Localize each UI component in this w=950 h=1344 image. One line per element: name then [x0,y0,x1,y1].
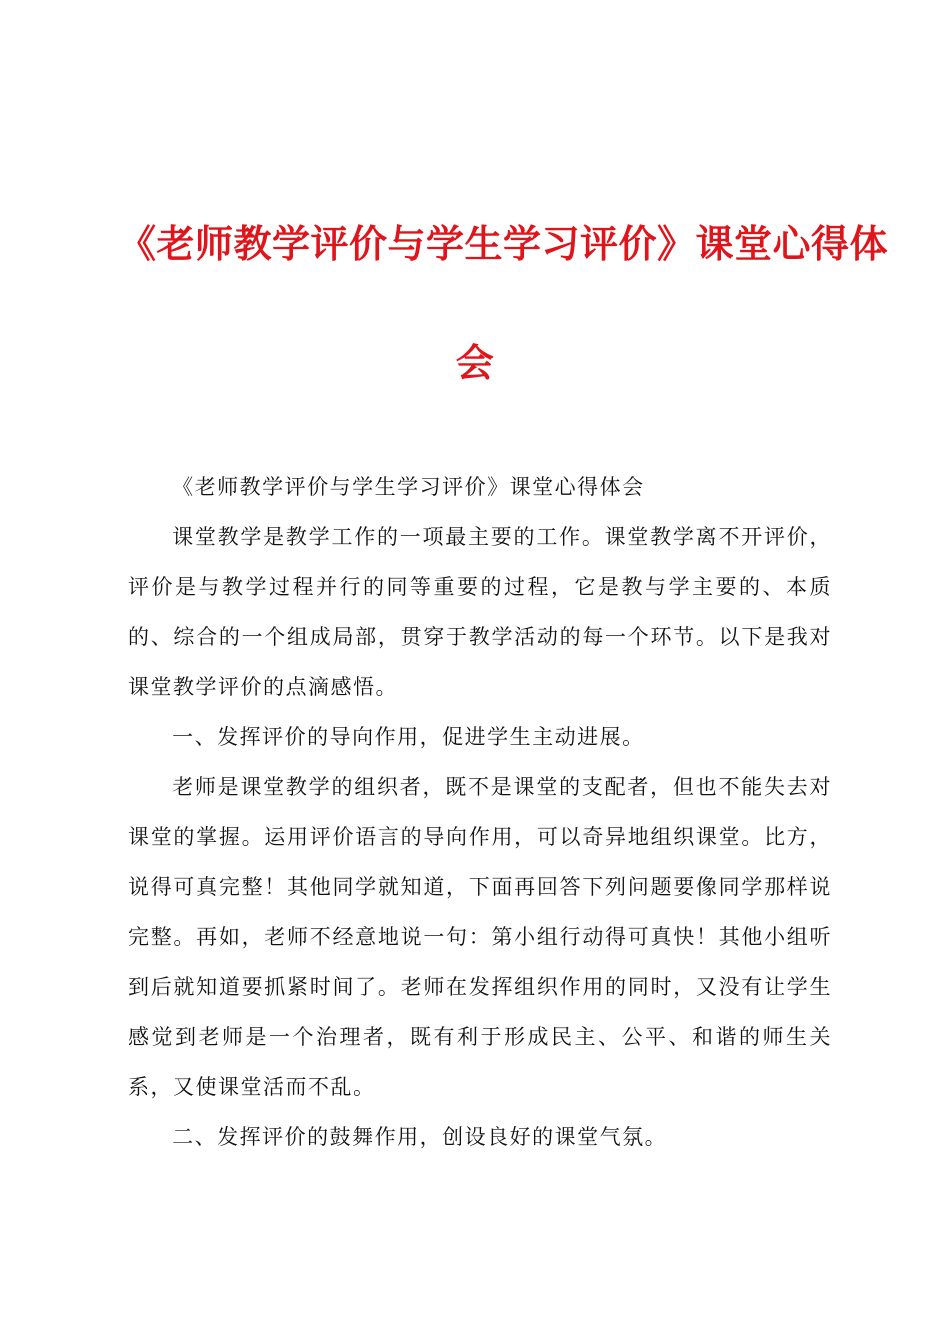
paragraph-heading-2: 二、发挥评价的鼓舞作用，创设良好的课堂气氛。 [172,1125,668,1149]
document-body [128,462,832,1162]
document-title-line-2: 会 [455,341,495,385]
paragraph-subtitle: 《老师教学评价与学生学习评价》课堂心得体会 [172,475,645,499]
paragraph-intro: 课堂教学是教学工作的一项最主要的工作。课堂教学离不开评价，评价是与教学过程并行的同等重要的过程，它是教与学主要的、本质的、综合的一个组成局部，贯穿于教学活动的每一个环节。以下是我对课堂教学评价的点滴感悟。 [128,525,832,699]
paragraph-heading-1: 一、发挥评价的导向作用，促进学生主动进展。 [172,725,645,749]
paragraph-section-1: 老师是课堂教学的组织者，既不是课堂的支配者，但也不能失去对课堂的掌握。运用评价语言的导向作用，可以奇异地组织课堂。比方，说得可真完整！其他同学就知道，下面再回答下列问题要像同学那样说完整。再如，老师不经意地说一句：第小组行动得可真快！其他小组听到后就知道要抓紧时间了。老师在发挥组织作用的同时，又没有让学生感觉到老师是一个治理者，既有利于形成民主、公平、和谐的师生关系，又使课堂活而不乱。 [128,775,832,1099]
document-title-line-1: 《老师教学评价与学生学习评价》课堂心得体 [118,222,889,266]
